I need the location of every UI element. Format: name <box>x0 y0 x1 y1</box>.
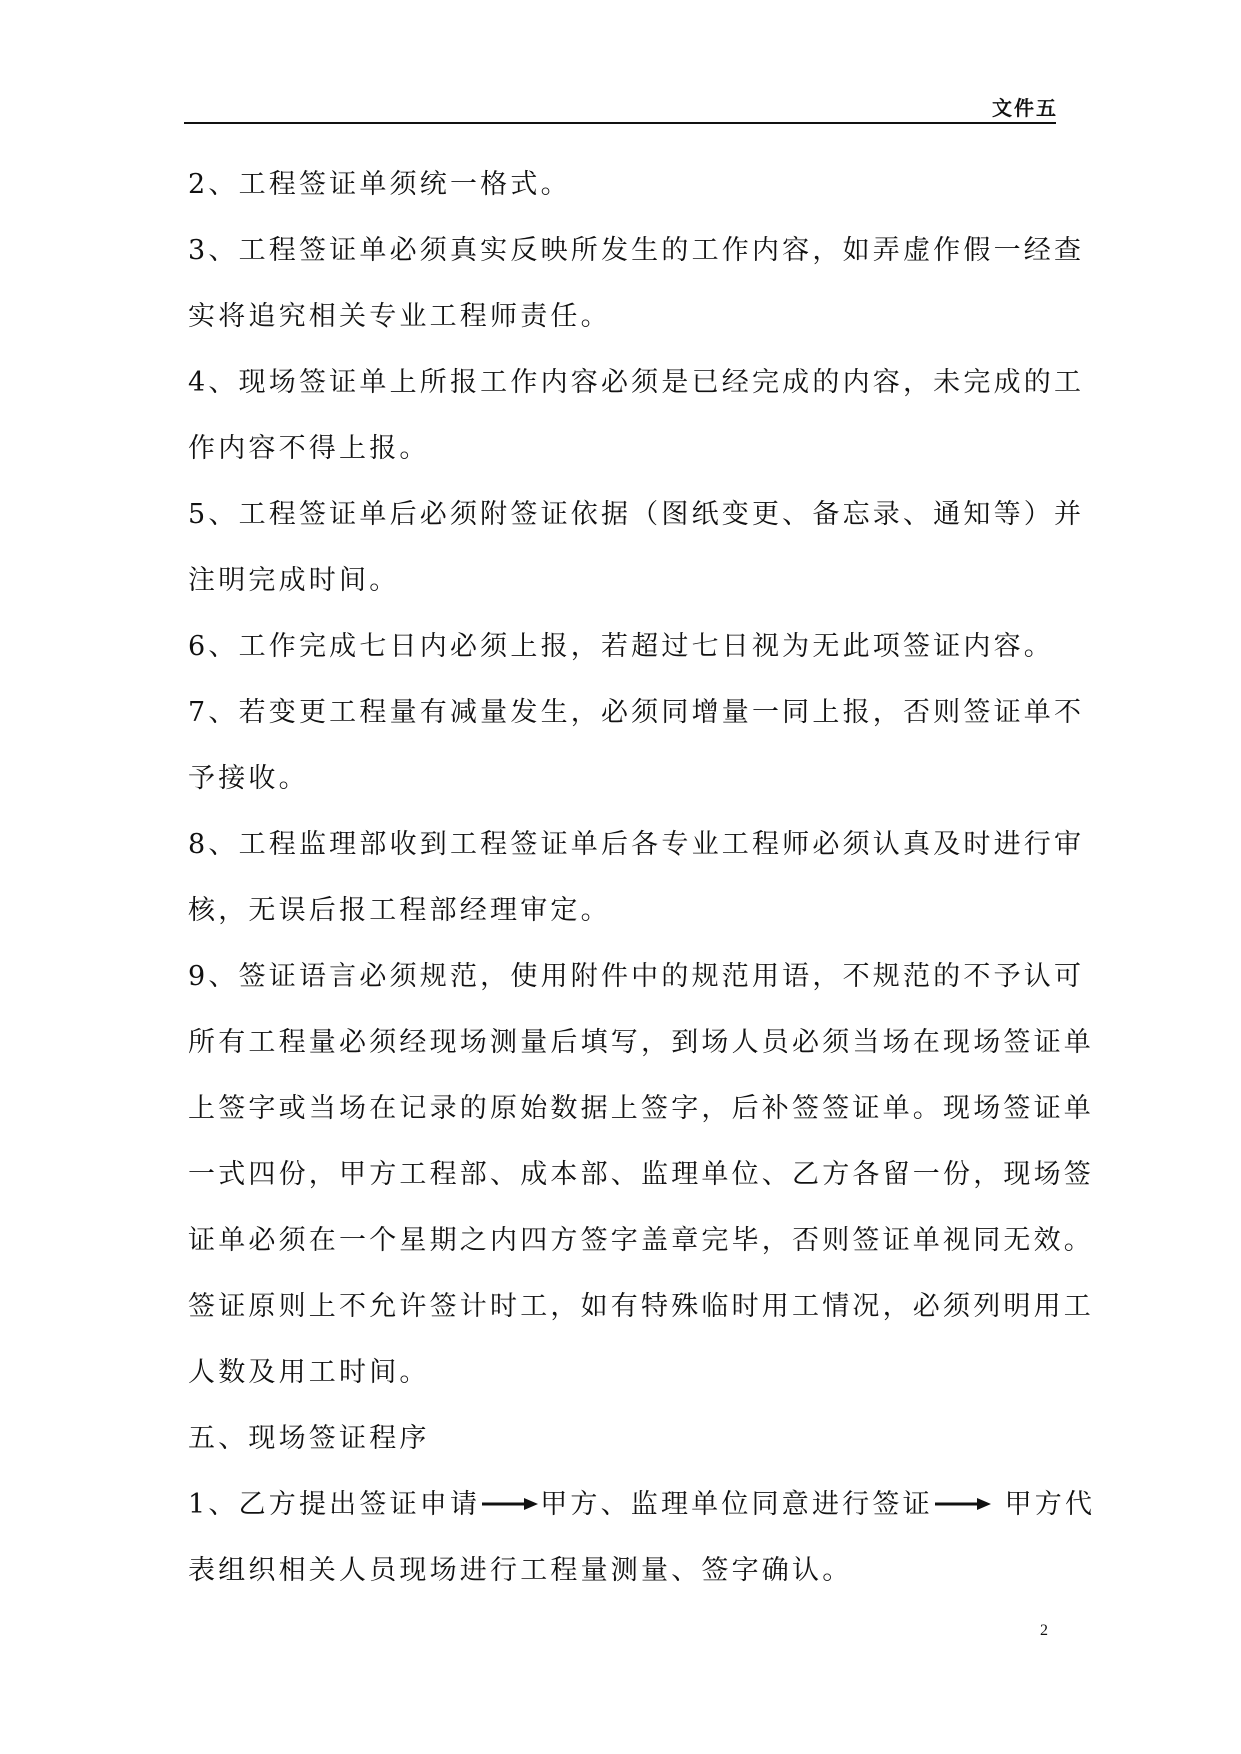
procedure-step-text: 甲方代 <box>1004 1489 1096 1520</box>
text-line: 7、若变更工程量有减量发生，必须同增量一同上报，否则签证单不 <box>188 697 1085 728</box>
procedure-step-text: 1、乙方提出签证申请 <box>188 1489 481 1520</box>
text-line: 2、工程签证单须统一格式。 <box>188 169 571 200</box>
text-line: 人数及用工时间。 <box>188 1357 430 1388</box>
right-arrow-icon <box>482 1497 538 1511</box>
text-line: 3、工程签证单必须真实反映所发生的工作内容，如弄虚作假一经查 <box>188 235 1085 266</box>
document-body <box>188 152 1096 1604</box>
text-line: 核，无误后报工程部经理审定。 <box>188 895 611 926</box>
text-line: 表组织相关人员现场进行工程量测量、签字确认。 <box>188 1555 853 1586</box>
text-line: 4、现场签证单上所报工作内容必须是已经完成的内容，未完成的工 <box>188 367 1085 398</box>
text-line: 上签字或当场在记录的原始数据上签字，后补签签证单。现场签证单 <box>188 1093 1094 1124</box>
text-line: 注明完成时间。 <box>188 565 400 596</box>
text-line: 作内容不得上报。 <box>188 433 430 464</box>
header-rule <box>184 122 1056 124</box>
text-line: 签证原则上不允许签计时工，如有特殊临时用工情况，必须列明用工 <box>188 1291 1094 1322</box>
procedure-step-text: 甲方、监理单位同意进行签证 <box>540 1489 933 1520</box>
section-heading: 五、现场签证程序 <box>188 1423 430 1454</box>
text-line: 实将追究相关专业工程师责任。 <box>188 301 611 332</box>
text-line: 8、工程监理部收到工程签证单后各专业工程师必须认真及时进行审 <box>188 829 1085 860</box>
text-line: 5、工程签证单后必须附签证依据（图纸变更、备忘录、通知等）并 <box>188 499 1085 530</box>
procedure-step-line <box>188 1472 1096 1538</box>
text-line: 证单必须在一个星期之内四方签字盖章完毕，否则签证单视同无效。 <box>188 1225 1094 1256</box>
text-line: 9、签证语言必须规范，使用附件中的规范用语，不规范的不予认可 <box>188 961 1085 992</box>
text-line: 一式四份，甲方工程部、成本部、监理单位、乙方各留一份，现场签 <box>188 1159 1094 1190</box>
text-line: 所有工程量必须经现场测量后填写，到场人员必须当场在现场签证单 <box>188 1027 1094 1058</box>
document-header-label: 文件五 <box>992 96 1058 120</box>
text-line: 予接收。 <box>188 763 309 794</box>
page-number: 2 <box>1040 1622 1048 1639</box>
right-arrow-icon <box>935 1497 991 1511</box>
text-line: 6、工作完成七日内必须上报，若超过七日视为无此项签证内容。 <box>188 631 1054 662</box>
